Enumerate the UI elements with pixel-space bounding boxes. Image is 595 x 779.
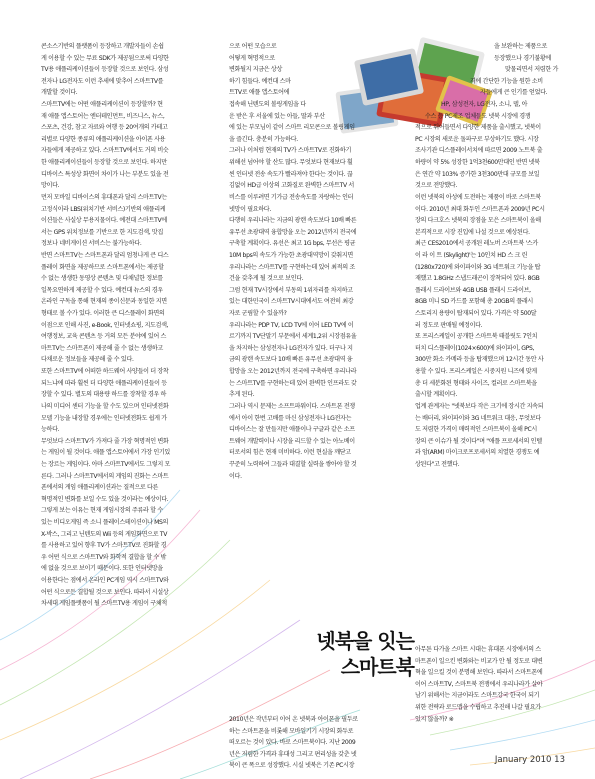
text-line: 어떤 식으로든 결합될 것으로 보인다. 따라서 시설상: [41, 588, 169, 596]
text-line: 무엇보다 스마트TV가 가져다 줄 가장 혁명적인 변화: [41, 437, 169, 445]
text-line: 조사기관 디스플레이서치에 따르면 2009 노트북 출: [415, 147, 543, 155]
text-line: 위한 전략과 로드맵을 수립하고 추진해 나갈 필요가: [415, 704, 541, 712]
text-line: 러 정도로 판매될 예정이다.: [415, 321, 483, 329]
text-line: 8GB 미니 SD 카드를 포함해 총 20GB의 플래시: [415, 298, 533, 306]
text-line: 년은 저렴한 가격과 휴대성 그리고 편리성을 갖춘 넷: [229, 750, 357, 758]
text-line: 를 사용하고 있어 향후 TV가 스마트TV로 진화할 경: [41, 542, 167, 550]
text-line: 을 보완하는 제품으로: [494, 43, 548, 50]
text-line: 혁명적인 변화를 보일 수도 있을 것이라는 예상이다.: [41, 495, 169, 503]
text-line: 트TV로 애플 앱스토어에: [229, 89, 290, 97]
text-line: 터치 디스플레이(1024×600)에 와이파이, GPS,: [415, 344, 535, 352]
text-line: 격에 간단한 기능을 원한 소비: [470, 77, 543, 85]
text-line: 우리나라는 PDP TV, LCD TV에 이어 LED TV에 이: [229, 321, 354, 329]
text-line: 폰에서의 게임 애플리케이션과는 질적으로 다른: [41, 484, 159, 492]
text-line: 개발할 것이다.: [41, 89, 78, 97]
text-line: 이다.: [229, 472, 242, 480]
text-line: 하기 힘들다. 예컨대 스마: [229, 77, 291, 85]
text-line: 2010년은 작년부터 이어 온 넷북과 아이폰을 필두로: [229, 716, 358, 723]
text-line: 하는 스마트폰을 비롯해 모바일기기 시장의 화두로: [229, 727, 354, 735]
text-line: (1280x720)에 와이파이와 3G 네트워크 기능을 탑: [415, 263, 541, 271]
text-line: 에 있는 부모님이 같이 스마트 리모콘으로 볼링게임: [229, 124, 355, 132]
text-line: 이점으로 인해 사진, e-Book, 인터넷쇼핑, 지도검색,: [41, 321, 169, 329]
text-line: 다행히 우리나라는 지금의 광랜 속도보다 10배 빠른: [229, 217, 357, 225]
text-line: 재했고 1.8GHz 스냅드래곤이 장착되어 있다. 8GB: [415, 275, 540, 283]
text-line: 디바이스 특성상 화면이 차이가 나는 부분도 있을 전: [41, 170, 169, 178]
text-line: 변화될지 지금은 상상: [229, 66, 283, 74]
text-line: 구축할 계획이다. 유선은 최고 1G bps, 무선은 평균: [229, 240, 356, 248]
article-column-3: [415, 41, 590, 471]
text-line: 재 애플 앱스토어는 엔터테인먼트, 비즈니스, 뉴스,: [41, 112, 165, 120]
text-line: 건을 갖추게 될 것으로 보인다.: [229, 275, 304, 283]
text-line: 는 장르는 게임이다. 아마 스마트TV에서도 그렇지 모: [41, 460, 171, 468]
text-line: 위해선 넘어야 할 산도 많다. 무엇보다 현재보다 훨: [229, 159, 353, 167]
text-line: 그러나 역시 문제는 소프트파워이다. 스마트폰 전쟁: [229, 402, 355, 410]
section-headline: [294, 628, 414, 680]
headline-line-1: 넷북을 잇는: [316, 629, 414, 653]
text-line: 300만 화소 카메라 등을 탑재했으며 12시간 동안 사: [415, 356, 544, 364]
text-line: 스마트TV에는 어떤 애플리케이션이 등장할까? 현: [41, 101, 163, 109]
text-line: 일목요연하게 제공할 수 있다. 예컨대 뉴스의 경우: [41, 286, 163, 294]
text-line: 스포츠, 건강, 참고 자료와 여행 등 20여개의 카테고: [41, 124, 168, 132]
text-line: 아무튼 다가올 스마트 시대는 휴대폰 시장에서의 스: [415, 646, 541, 653]
text-line: 출시할 계획이다.: [415, 391, 457, 399]
text-line: 접속해 닌텐도의 볼링게임을 다: [229, 101, 306, 109]
text-line: 이런 넷북의 아성에 도전하는 제품이 바로 스마트북: [415, 193, 541, 201]
text-line: 으로 어떤 모습으로: [229, 43, 277, 50]
article-column-2-bottom: [229, 714, 404, 772]
text-line: 이 라 이 트 (Skylight)'는 10인치 HD 스 크 린: [415, 251, 528, 259]
text-line: 남기 위해서는 지금이라도 스마트강국 한국이 되기: [415, 692, 540, 700]
text-line: 수스 등 PC제조 업체들도 넷북 시장에 경쟁: [425, 112, 531, 120]
text-line: 꾸준히 노력하여 그들과 대결할 실력을 쌓아야 할 것: [229, 460, 357, 468]
text-line: 북이 큰 폭으로 성장했다. 시실 넷북은 기존 PC시장: [229, 762, 355, 770]
text-line: 모델 기능을 내장할 경우에는 인터넷전화도 쉽게 가: [41, 414, 167, 422]
text-line: 혁을 일으킬 것이 분명해 보인다. 따라서 스마트폰에: [415, 669, 543, 677]
text-line: X-박스, 그리고 닌텐도의 Wii 등의 게임화면으로 TV: [41, 530, 168, 538]
text-line: 디바이스는 잘 만들지만 애플이나 구글과 같은 소프: [229, 426, 355, 434]
text-line: 먼저 모바일 디바이스의 휴대폰과 달리 스마트TV는: [41, 193, 167, 201]
text-line: 업계 관계자는 "넷북보다 작은 크기에 장시간 지속되: [415, 402, 544, 410]
text-line: 리별로 다양한 종류의 애플리케이션을 아이폰 사용: [41, 135, 166, 143]
text-line: TV용 애플리케이션들이 등장할 것으로 보인다. 삼성: [41, 66, 169, 74]
text-line: 맞물리면서 저렴한 가: [505, 66, 559, 74]
text-line: 수 없는 생생한 동영상 콘텐츠 및 다채널한 정보를: [41, 275, 163, 283]
article-column-3-bottom: [415, 644, 590, 725]
text-line: 넷망이 필요하다.: [229, 205, 271, 213]
text-line: 합망을 오는 2012년까지 전국에 구축하면 우리나라: [229, 368, 357, 376]
text-line: 는 배터리, 와이파이와 3G 네트워크 대응, 무엇보다: [415, 414, 541, 422]
text-line: 되느냐에 따라 훨씬 더 다양한 애플리케이션들이 등: [41, 379, 167, 387]
text-line: 비스를 이루려면 기가급 전송속도를 자랑하는 인터: [229, 193, 354, 201]
text-line: 등장했으나 경기불황에: [494, 54, 551, 62]
text-line: PC 시장의 새로운 돌파구로 부상하기도 했다. 시장: [415, 135, 539, 143]
text-line: 이다. 2010년 최대 화두인 스마트폰과 2009년 PC시: [415, 205, 545, 213]
text-line: 한 애플리케이션들이 등장할 것으로 보인다. 하지만: [41, 159, 167, 167]
page-number: 13: [554, 755, 565, 765]
text-line: 형태로 볼 수가 있다. 이러한 큰 디스플레이 화면의: [41, 310, 165, 318]
text-line: 최근 CES2010에서 공개된 레노버 스마트북 '스카: [415, 240, 538, 248]
text-line: 또 프리스케일이 공개한 스마트북 태블릿도 7인치: [415, 333, 538, 341]
text-line: 마트폰이 일으킨 변화와는 비교가 안 될 정도로 대변: [415, 657, 543, 665]
text-line: 플레이 화면을 제공하므로 스마트폰에서는 제공할: [41, 263, 164, 271]
text-line: 금의 광랜 속도보다 10배 빠른 유무선 초광대역 융: [229, 356, 353, 364]
text-line: 있는 대한민국이 스마트TV시대에서도 여전히 최강: [229, 298, 354, 306]
text-line: 추게 된다.: [229, 391, 255, 399]
text-line: 우리나라는 스마트TV를 구현하는데 있어 최적의 조: [229, 263, 355, 271]
text-line: 른다. 그러나 스마트TV에서의 게임의 진화는 스마트: [41, 472, 169, 480]
article-column-1: [41, 41, 216, 610]
text-line: 을 차지하는 삼성전자나 LG전자가 있다. 더구나 지: [229, 344, 353, 352]
text-line: 유무선 초광대역 융합망을 오는 2012년까지 전국에: [229, 228, 357, 236]
text-line: 어떻게 혁명적으로: [229, 54, 275, 62]
text-line: 는 게임이 될 것이다. 애플 앱스토어에서 가장 인기있: [41, 449, 170, 457]
text-line: 이용한다는 점에서 온라인 PC게임 역시 스마트TV와: [41, 577, 169, 585]
text-line: 장할 수 있다. 별도의 대용량 하드를 장착할 경우 하: [41, 391, 167, 399]
text-line: 운 받은 후 서울에 있는 아들, 딸과 부산: [229, 112, 325, 120]
text-line: 떠오르는 것이 있다. 바로 스마트북이다. 지난 2009: [229, 739, 356, 747]
headline-line-2: 스마트북: [340, 655, 414, 679]
text-line: 있지 않을까? ※: [415, 715, 454, 723]
page-footer: [495, 755, 565, 765]
text-line: 도 저렴한 가격이 매력적인 스마트북이 올해 PC시: [415, 426, 537, 434]
text-line: 상된다"고 전했다.: [415, 460, 460, 468]
text-line: 다채로운 정보들을 제공해 줄 수 있다.: [41, 356, 134, 364]
text-line: 마트TV는 스마트폰이 제공해 줄 수 없는 생생하고: [41, 344, 163, 352]
text-line: 여행정보, 교육 콘텐츠 등 거의 모든 분야에 있어 스: [41, 333, 167, 341]
text-line: 정보나 네비게이션 서비스는 불가능하다.: [41, 240, 142, 248]
text-line: 장의 큰 이슈가 될 것이다"며 "애플 프로세서의 인텔: [415, 437, 542, 445]
text-line: 하량이 약 5% 성장한 1억3천600만대인 반면 넷북: [415, 159, 540, 167]
text-line: 자들에게 큰 인기를 얻었다.: [480, 89, 548, 97]
text-line: 을 즐긴다. 충분히 가능하다.: [229, 135, 298, 143]
text-line: 스토리지 용량이 탑재되어 있다. 가격은 약 500달: [415, 310, 537, 318]
text-line: 플래시 드라이브와 4GB USB 플래시 드라이브,: [415, 286, 531, 294]
text-line: 망이다.: [41, 182, 60, 190]
text-line: 게 이용할 수 있는 무료 SDK가 제공됨으로써 다양한: [41, 54, 169, 62]
text-line: 또한 스마트TV에 어떠한 하드웨어 사양들이 더 장착: [41, 368, 169, 376]
text-line: 용할 수 있다. 프리스케일은 시중지원 니즈에 맞게: [415, 368, 537, 376]
text-line: 전자나 LG전자도 이런 추세에 맞추어 스마트TV를: [41, 77, 164, 85]
text-line: 이션들은 사실상 무용지물이다. 예전대 스마트TV에: [41, 217, 167, 225]
text-line: 그럼 현재 TV시장에서 부동의 1위자리를 차지하고: [229, 286, 353, 294]
text-line: 반면 스마트TV는 스마트폰과 달리 엄청나게 큰 디스: [41, 251, 169, 259]
text-line: 과 암(ARM) 마이크로프로세서의 치열한 경쟁도 예: [415, 449, 540, 457]
text-line: 것으로 전망했다.: [415, 182, 457, 190]
text-line: 장의 다크호스 넷북의 장점을 모은 스마트북이 올해: [415, 217, 541, 225]
text-line: 이어 스마트TV, 스마트북 전쟁에서 우리나라가 살아: [415, 680, 543, 688]
text-line: 적으로 뛰어들면서 다양한 제품을 출시했고, 넷북이: [415, 124, 541, 132]
text-line: 10M bps의 속도가 가능한 초광대역망이 갖춰지면: [229, 251, 353, 259]
text-line: 에 없을 것으로 보이기 때문이다. 또한 인터넷망을: [41, 565, 163, 573]
text-line: 은 연간 약 103% 증가한 3천300만대 규모를 보일: [415, 170, 540, 178]
text-line: 콘소스기반의 플랫폼이 등장하고 개발자들이 손쉽: [41, 43, 164, 50]
text-line: 그렇게 보는 이유는 현재 게임시장의 주류라 할 수: [41, 507, 163, 515]
text-line: HP, 삼성전자, LG전자, 소니, 델, 아: [441, 101, 528, 109]
text-line: 에서 아이 한번 고배를 마신 삼성전자나 LG전자는: [229, 414, 352, 422]
text-line: 우 어떤 식으로 스마트TV와 화학적 결합을 할 수 밖: [41, 553, 167, 561]
text-line: 있는 비디오게임 즉 소니 플레이스테이션이나 MS의: [41, 518, 169, 526]
text-line: 자로 군림할 수 있을까?: [229, 310, 287, 318]
text-line: 서는 GPS 위치정보를 기반으로 한 지도검색, 맛집: [41, 228, 163, 236]
text-line: 자들에게 제공하고 있다. 스마트TV에서도 거의 비슷: [41, 147, 169, 155]
issue-date: January 2010: [494, 755, 552, 765]
text-line: 트웨어 개발력이나 시장을 리드할 수 있는 아노베이: [229, 437, 355, 445]
article-column-2: [229, 41, 404, 482]
text-line: 능하다.: [41, 426, 60, 434]
text-line: 김없이 HD급 이상의 고화질로 완벽한 스마트TV 서: [229, 182, 354, 190]
text-line: 총 더 세분화된 형태와 사이즈, 컬러로 스마트북을: [415, 379, 537, 387]
text-line: 온라인 구독을 통해 현재의 종이신문과 동일한 지면: [41, 298, 167, 306]
text-line: 르기까지 TV단말기 부문에서 세계1,2위 시장점유율: [229, 333, 357, 341]
text-line: 그러나 이처럼 현재의 TV가 스마트TV로 진화하기: [229, 147, 351, 155]
text-line: 차세대 게임플랫폼이 될 스마트TV용 게임이 구체적: [41, 600, 167, 608]
text-line: 고정식이라 LBS(위치기반 서비스)기반의 애플리케: [41, 205, 166, 213]
text-line: 씬 인터넷 전송 속도가 빨라져야 한다는 것이다. 끊: [229, 170, 353, 178]
text-line: 터로서의 힘은 현재 미비하다. 이런 현실을 깨닫고: [229, 449, 351, 457]
text-line: 는 스마트TV를 구현하는데 있어 완벽한 인프라도 갖: [229, 379, 357, 387]
text-line: 나의 미디어 센터 기능을 할 수도 있으며 인터넷전화: [41, 402, 169, 410]
text-line: 본격적으로 시장 진입에 나설 것으로 예상된다.: [415, 228, 530, 236]
